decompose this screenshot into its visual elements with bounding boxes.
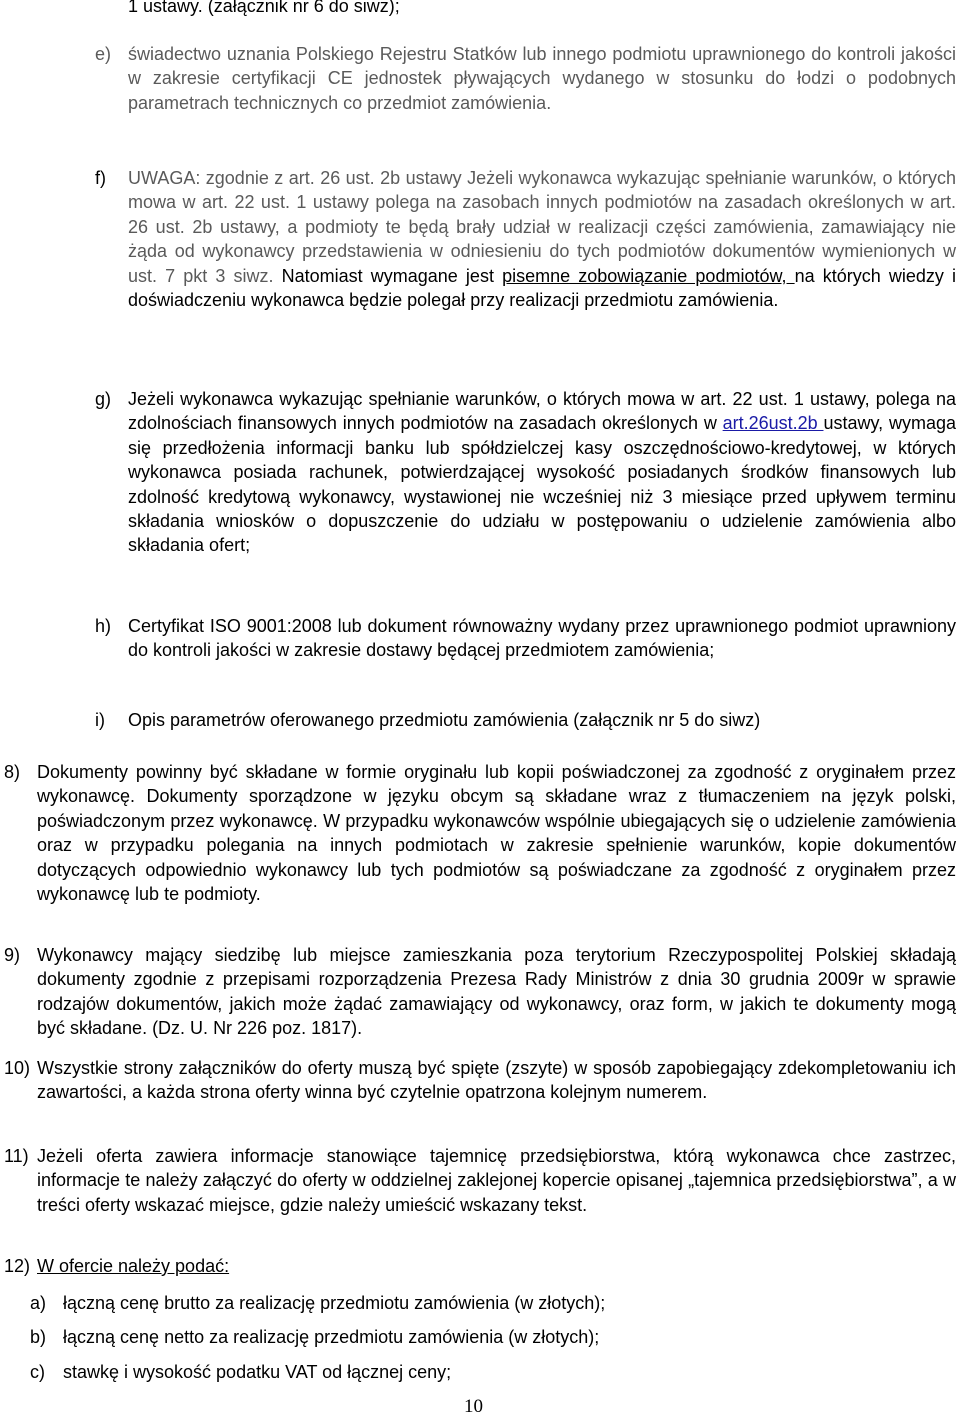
subitem-c-marker: c) xyxy=(30,1362,45,1382)
continuation-line: 1 ustawy. (załącznik nr 6 do siwz); xyxy=(128,0,400,16)
point-10-text: Wszystkie strony załączników do oferty muszą być spięte (zszyte) w sposób zapobiegający zdekompletowaniu ich zawartości, a każda strona oferty winna być czytelnie opatrzona kolejnym numerem. xyxy=(37,1058,956,1103)
item-i-marker: i) xyxy=(95,710,105,730)
item-g-text xyxy=(128,387,956,558)
point-10-marker: 10) xyxy=(4,1058,31,1078)
item-f-marker: f) xyxy=(95,168,106,188)
point-9-text: Wykonawcy mający siedzibę lub miejsce zamieszkania poza terytorium Rzeczypospolitej Polskiej składają dokumenty zgodnie z przepisami rozporządzenia Prezesa Rady Ministrów z dnia 30 grudnia 2009r w sprawie rodzajów dokumentów, jakich może żądać zamawiający od wykonawcy, oraz form, w jakich te dokumenty mogą być składane. (Dz. U. Nr 226 poz. 1817). xyxy=(37,945,956,1039)
item-f-text xyxy=(128,166,956,312)
point-12-text: W ofercie należy podać: xyxy=(37,1256,230,1276)
point-9-marker: 9) xyxy=(4,945,21,965)
subitem-a-marker: a) xyxy=(30,1293,47,1313)
subitem-c-text: stawkę i wysokość podatku VAT od łącznej ceny; xyxy=(63,1362,452,1382)
item-f-text-part1: UWAGA: zgodnie z art. 26 ust. 2b ustawy Jeżeli wykonawca wykazując spełnianie warunków, o których mowa w art. 22 ust. 1 ustawy polega na zasobach innych podmiotów na zasadach określonych w art. 26 ust. 2b ustawy, a podmioty te będą brały udział w realizacji części zamówienia, zamawiający nie żąda od wykonawcy przedstawienia w odniesieniu do tych podmiotów dokumentów wymienionych w ust. 7 pkt 3 siwz. xyxy=(128,168,956,286)
point-8-marker: 8) xyxy=(4,762,21,782)
item-g-text-part1: Jeżeli wykonawca wykazując spełnianie warunków, o których mowa w art. 22 ust. 1 ustawy, polega na zdolnościach finansowych innych podmiotów na zasadach określonych w xyxy=(128,389,956,434)
point-11-text: Jeżeli oferta zawiera informacje stanowiące tajemnicę przedsiębiorstwa, którą wykonawca chce zastrzec, informacje te należy załączyć do oferty w oddzielnej zaklejonej kopercie opisanej „tajemnica przedsiębiorstwa”, a w treści oferty wskazać miejsce, gdzie należy umieścić wskazany tekst. xyxy=(37,1146,956,1215)
page-number: 10 xyxy=(464,1396,483,1417)
point-8-text: Dokumenty powinny być składane w formie oryginału lub kopii poświadczonej za zgodność z oryginałem przez wykonawcę. Dokumenty sporządzone w języku obcym są składane wraz z tłumaczeniem na język polski, poświadczonym przez wykonawcę. W przypadku wykonawców wspólnie ubiegających się o udzielenie zamówienia oraz w przypadku polegania na innych podmiotach w zakresie spełnienie warunków, kopie dokumentów dotyczących odpowiednio wykonawcy lub tych podmiotów są poświadczane za zgodność z oryginałem przez wykonawcę lub te podmioty. xyxy=(37,762,956,905)
subitem-b-marker: b) xyxy=(30,1327,47,1347)
subitem-a-text: łączną cenę brutto za realizację przedmiotu zamówienia (w złotych); xyxy=(63,1293,606,1313)
point-11-marker: 11) xyxy=(4,1146,29,1166)
item-g-link[interactable]: art.26ust.2b xyxy=(722,413,824,434)
item-e-text: świadectwo uznania Polskiego Rejestru Statków lub innego podmiotu uprawnionego do kontroli jakości w zakresie certyfikacji CE jednostek pływających wydanego w stosunku do łodzi o podobnych parametrach technicznych co przedmiot zamówienia. xyxy=(128,44,956,113)
item-f-text-part2: Natomiast wymagane jest xyxy=(273,265,503,286)
point-12-marker: 12) xyxy=(4,1256,31,1276)
item-f-underlined: pisemne zobowiązanie podmiotów, xyxy=(502,265,795,286)
item-e-marker: e) xyxy=(95,44,112,64)
item-g-marker: g) xyxy=(95,389,112,409)
item-g-text-part2: ustawy, wymaga się przedłożenia informacji banku lub spółdzielczej kasy oszczędnościowo-kredytowej, w których wykonawca posiada rachunek, potwierdzającej wysokość posiadanych środków finansowych lub zdolność kredytową wykonawcy, wystawionej nie wcześniej niż 3 miesiące przed upływem terminu składania wniosków o dopuszczenie do udziału w postępowaniu o udzielenie zamówienia albo składania ofert; xyxy=(128,413,956,556)
item-i-text: Opis parametrów oferowanego przedmiotu zamówienia (załącznik nr 5 do siwz) xyxy=(128,710,761,730)
item-f-text-part3: na których wiedzy i doświadczeniu wykonawca będzie polegał przy realizacji przedmiotu zamówienia. xyxy=(128,265,956,311)
subitem-b-text: łączną cenę netto za realizację przedmiotu zamówienia (w złotych); xyxy=(63,1327,600,1347)
item-h-marker: h) xyxy=(95,616,112,636)
item-h-text: Certyfikat ISO 9001:2008 lub dokument równoważny wydany przez uprawnionego podmiot uprawniony do kontroli jakości w zakresie dostawy będącej przedmiotem zamówienia; xyxy=(128,616,956,661)
